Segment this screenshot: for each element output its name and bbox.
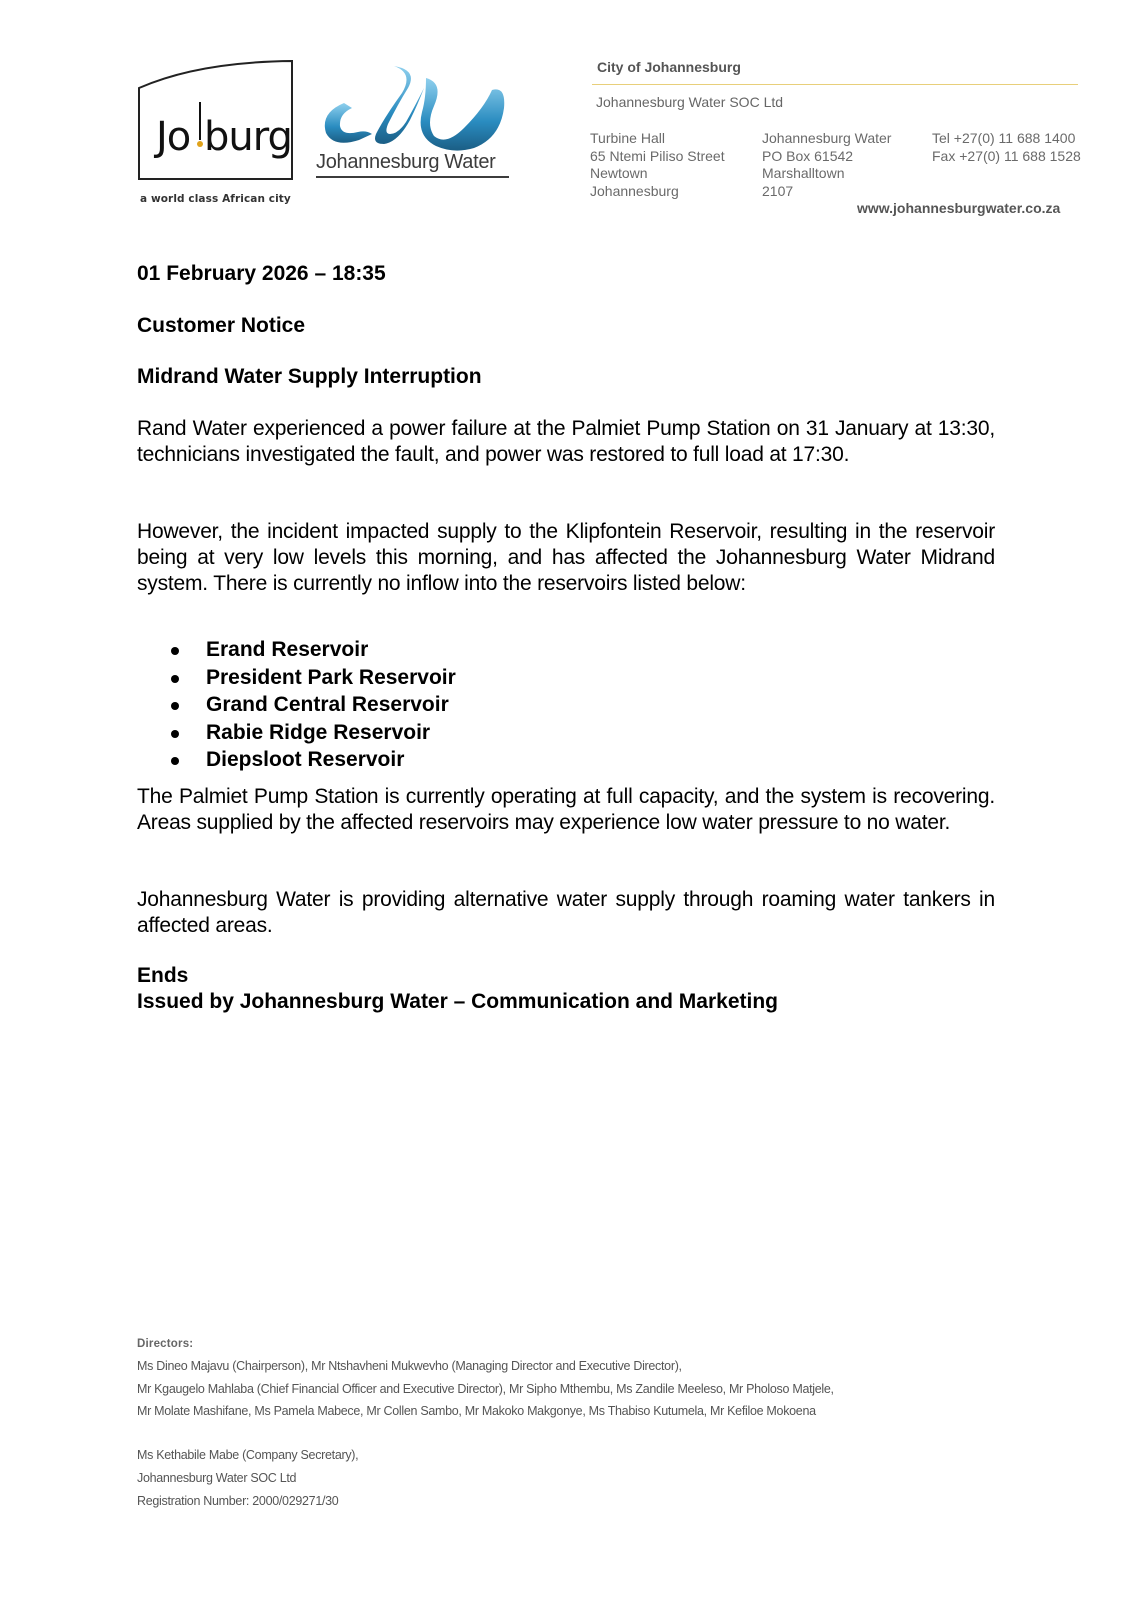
notice-title: Midrand Water Supply Interruption bbox=[137, 365, 482, 388]
paragraph-alternative-supply: Johannesburg Water is providing alternative water supply through roaming water tankers in affected areas. bbox=[137, 888, 995, 937]
website-link[interactable]: www.johannesburgwater.co.za bbox=[857, 200, 1061, 216]
physical-address bbox=[590, 130, 725, 200]
footer-company: Johannesburg Water SOC Ltd bbox=[137, 1471, 297, 1485]
header-company: Johannesburg Water SOC Ltd bbox=[596, 94, 784, 110]
header-divider bbox=[592, 84, 1078, 85]
address-line: Johannesburg Water bbox=[762, 130, 892, 146]
list-item: President Park Reservoir bbox=[137, 664, 456, 692]
notice-datetime: 01 February 2026 – 18:35 bbox=[137, 262, 386, 285]
bullet-icon bbox=[171, 757, 179, 765]
joburg-logo bbox=[138, 60, 294, 180]
telephone: Tel +27(0) 11 688 1400 bbox=[932, 130, 1076, 146]
address-line: Marshalltown bbox=[762, 165, 845, 181]
address-line: 65 Ntemi Piliso Street bbox=[590, 147, 725, 164]
fax: Fax +27(0) 11 688 1528 bbox=[932, 147, 1081, 164]
address-line: Turbine Hall bbox=[590, 130, 665, 146]
directors-line: Ms Dineo Majavu (Chairperson), Mr Ntshavheni Mukwevho (Managing Director and Executive Director), bbox=[137, 1359, 682, 1373]
list-item: Grand Central Reservoir bbox=[137, 691, 456, 719]
address-line: Newtown bbox=[590, 165, 648, 181]
notice-type: Customer Notice bbox=[137, 314, 306, 337]
joburg-tagline: a world class African city bbox=[140, 193, 291, 205]
list-item: Erand Reservoir bbox=[137, 636, 456, 664]
address-line: Johannesburg bbox=[590, 182, 679, 199]
svg-text:burg: burg bbox=[204, 114, 292, 160]
address-line: PO Box 61542 bbox=[762, 147, 854, 164]
svg-text:Jo: Jo bbox=[156, 114, 191, 160]
paragraph-power-failure: Rand Water experienced a power failure at the Palmiet Pump Station on 31 January at 13:30, technicians investigated the fault, and power was restored to full load at 17:30. bbox=[137, 417, 995, 466]
directors-line: Mr Kgaugelo Mahlaba (Chief Financial Officer and Executive Director), Mr Sipho Mthembu, Ms Zandile Meeleso, Mr Pholoso Matjele, bbox=[137, 1382, 834, 1396]
registration-number: Registration Number: 2000/029271/30 bbox=[137, 1494, 339, 1508]
issued-by: Issued by Johannesburg Water – Communication and Marketing bbox=[137, 990, 778, 1013]
header-city: City of Johannesburg bbox=[597, 59, 741, 75]
paragraph-impact: However, the incident impacted supply to the Klipfontein Reservoir, resulting in the reservoir being at very low levels this morning, and has affected the Johannesburg Water Midrand system. There is currently no inflow into the reservoirs listed below: bbox=[137, 520, 995, 595]
logo-underline bbox=[316, 176, 509, 178]
paragraph-recovery: The Palmiet Pump Station is currently operating at full capacity, and the system is recovering. Areas supplied by the affected reservoirs may experience low water pressure to no water. bbox=[137, 785, 995, 834]
johannesburg-water-logo-text: Johannesburg Water bbox=[316, 151, 496, 173]
directors-line: Mr Molate Mashifane, Ms Pamela Mabece, Mr Collen Sambo, Mr Makoko Makgonye, Ms Thabiso Kutumela, Mr Kefiloe Mokoena bbox=[137, 1404, 816, 1418]
notice-ends: Ends bbox=[137, 964, 189, 987]
list-item: Rabie Ridge Reservoir bbox=[137, 719, 456, 747]
bullet-icon bbox=[171, 675, 179, 683]
directors-label: Directors: bbox=[137, 1338, 194, 1350]
bullet-icon bbox=[171, 702, 179, 710]
address-line: 2107 bbox=[762, 182, 794, 199]
bullet-icon bbox=[171, 730, 179, 738]
postal-address bbox=[762, 130, 891, 200]
affected-reservoirs-list bbox=[137, 636, 456, 774]
contact-numbers bbox=[932, 130, 1081, 165]
company-secretary: Ms Kethabile Mabe (Company Secretary), bbox=[137, 1448, 359, 1462]
list-item: Diepsloot Reservoir bbox=[137, 746, 456, 774]
bullet-icon bbox=[171, 647, 179, 655]
